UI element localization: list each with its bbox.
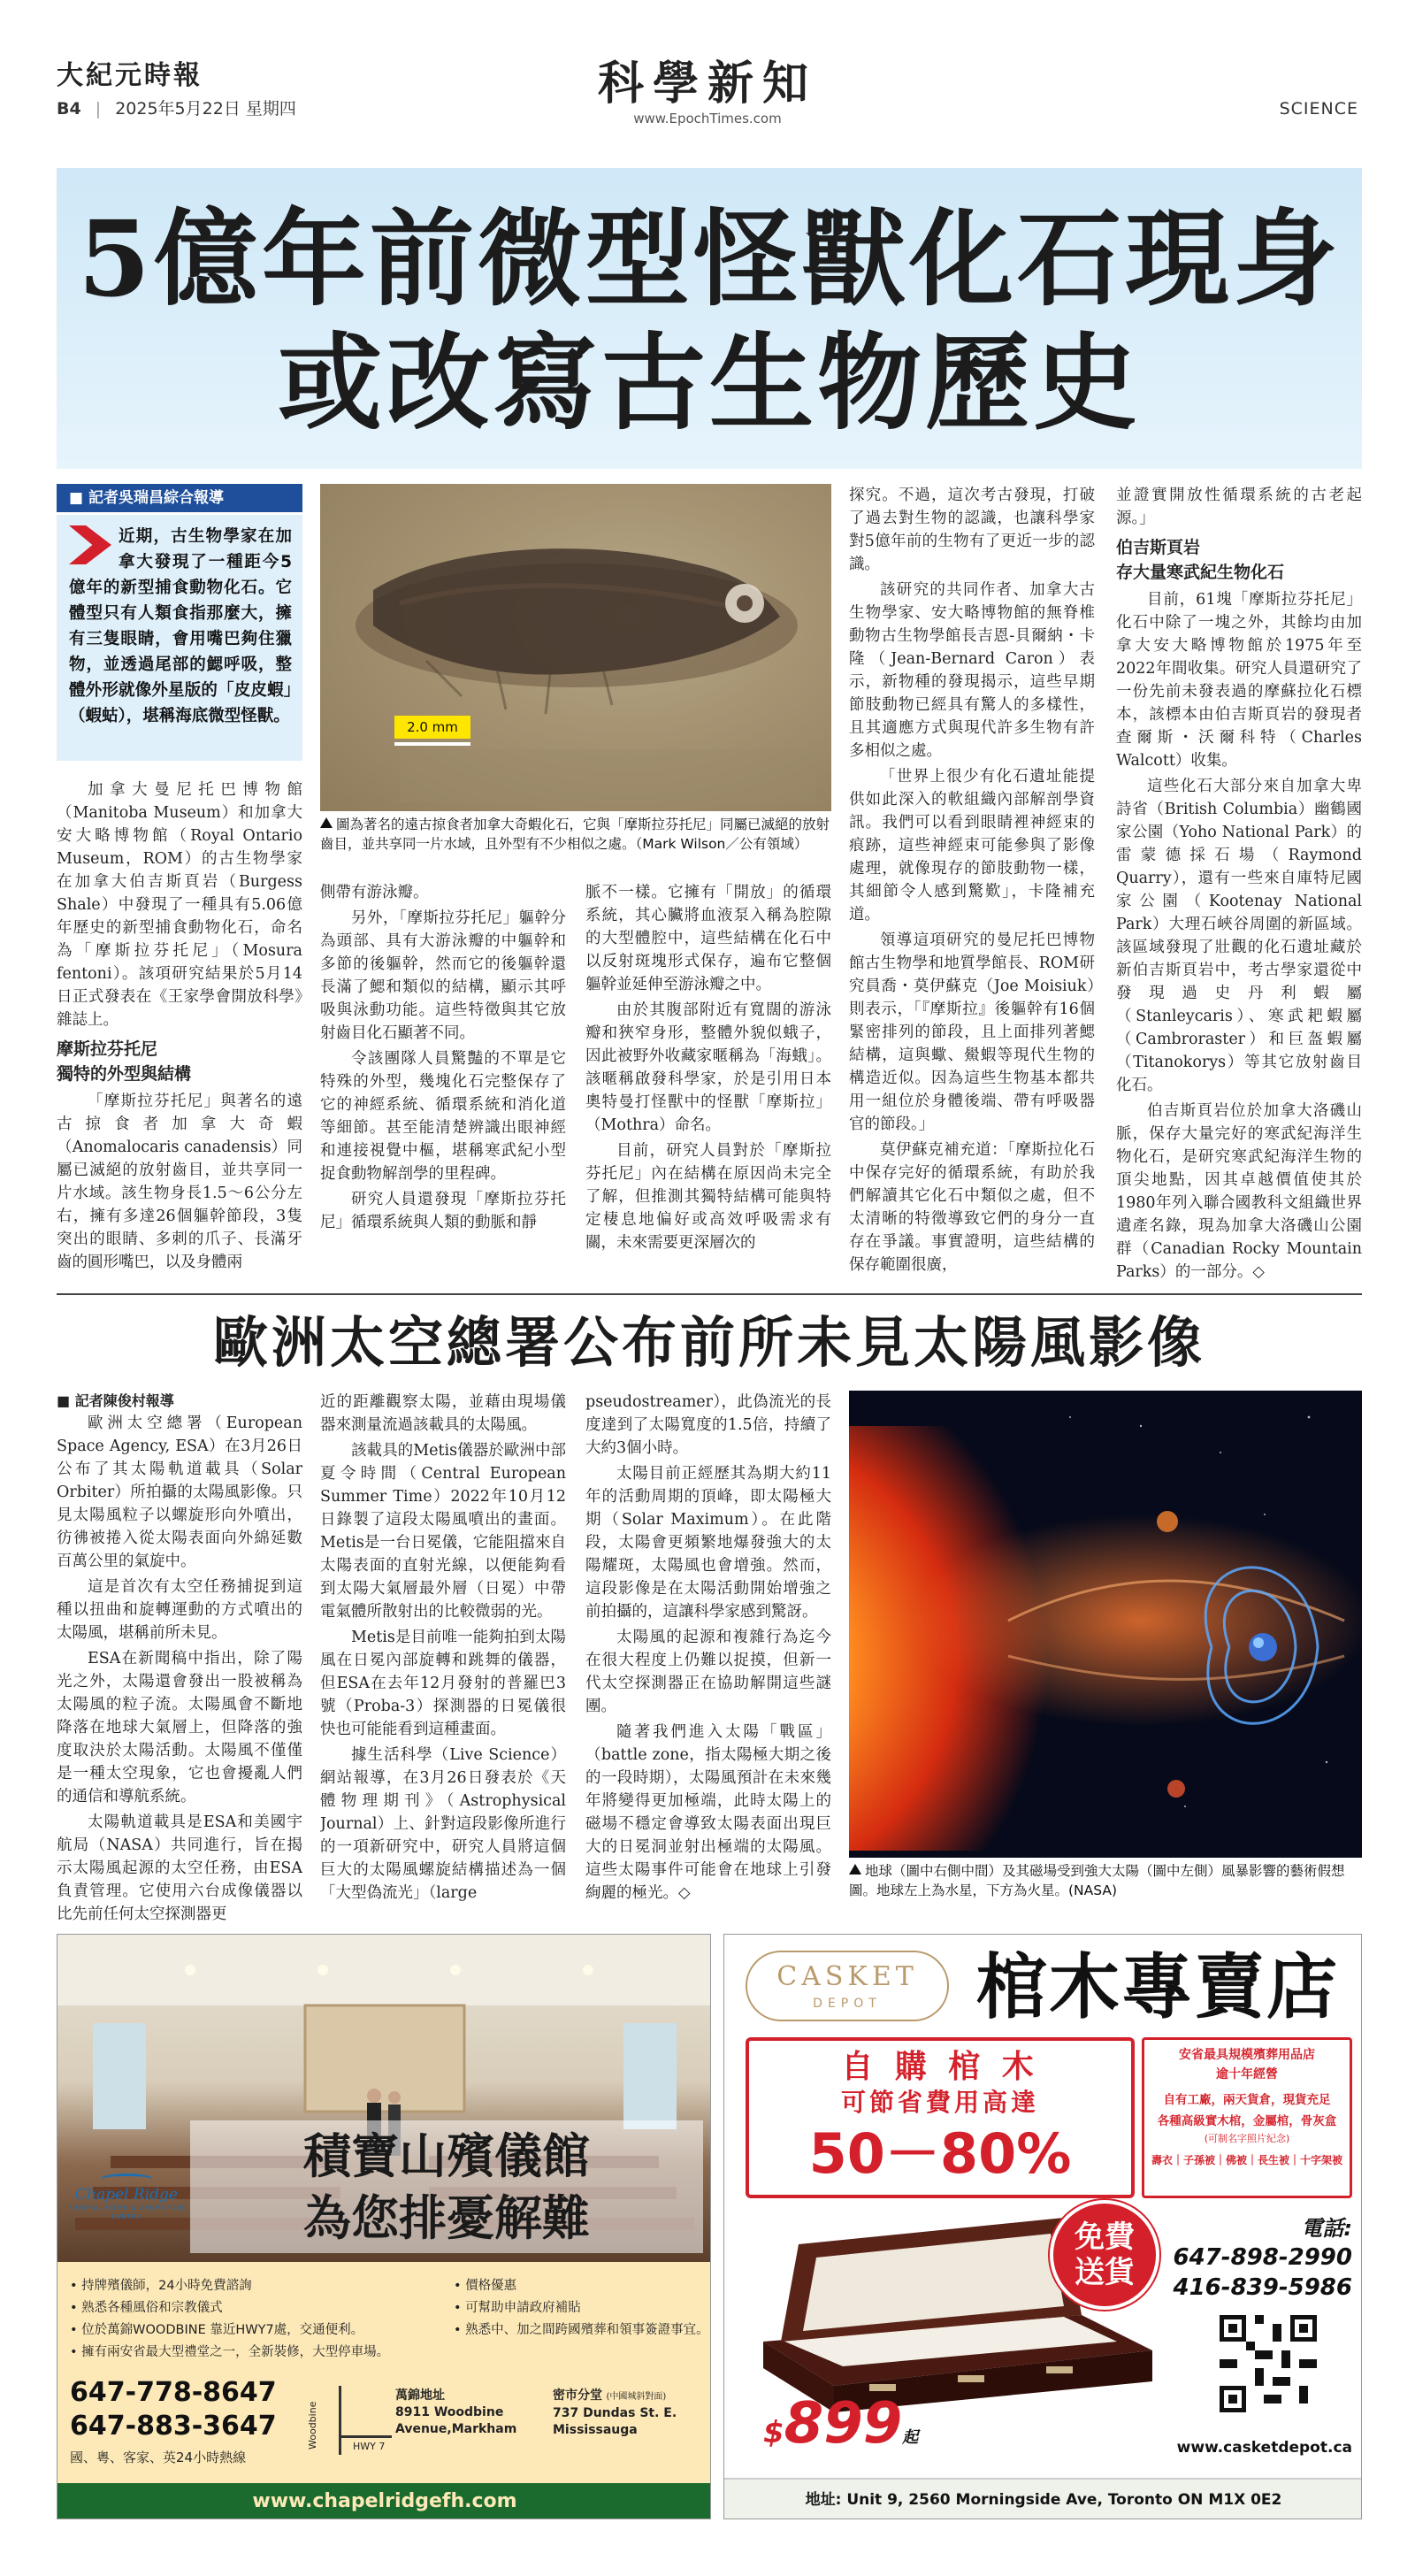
story1-lead-text: 近期，古生物學家在加拿大發現了一種距今5億年的新型捕食動物化石。它體型只有人類食指那麼大，擁有三隻眼睛，會用嘴巴夠住獵物，並透過尾部的鰓呼吸，整體外形就像外星版的「皮皮蝦」（蝦蛄），堪稱海底微型怪獸。 <box>69 527 292 725</box>
page-info: B4 | 2025年5月22日 星期四 <box>57 99 296 119</box>
story1-paragraph: 並證實開放性循環系統的古老起源。」 <box>1116 487 1362 527</box>
story2-byline: ■ 記者陳俊村報導 <box>57 1392 174 1409</box>
story1-subhead-2 <box>1116 535 1362 585</box>
story2-byline-text: 記者陳俊村報導 <box>74 1392 174 1409</box>
story1-paragraph: 領導這項研究的曼尼托巴博物館古生物學和地質學館長、ROM研究員喬・莫伊蘇克（Joe Moisiuk）則表示，「『摩斯拉』後軀幹有16個緊密排列的節段，且上面排列著鰓結構，這與蠍、鱟蝦等現代生物的構造近似。因為這些生物基本都共用一組位於身體後端、帶有呼吸器官的節段。」 <box>849 932 1095 1133</box>
ad1-phone-2[interactable]: 647-883-3647 <box>70 2411 277 2442</box>
story2-paragraph: 太陽目前正經歷其為期大約11年的活動周期的頂峰，即太陽極大期（Solar Maximum）。在此階段，太陽會更頻繁地爆發強大的太陽耀斑，太陽風也會增強。然而，這段影像是在太陽活動開始增強之前拍攝的，這讓科學家感到驚訝。 <box>585 1465 831 1621</box>
story1-paragraph: 令該團隊人員驚豔的不單是它特殊的外型，幾塊化石完整保存了它的神經系統、循環系統和消化道等細節。甚至能清楚辨識出眼神經和連接視覺中樞，堪稱寒武紀小型捉食動物解剖學的里程碑。 <box>320 1050 566 1183</box>
map-road-label: Woodbine <box>307 2401 318 2450</box>
section-label: SCIENCE <box>1279 99 1358 119</box>
solar-illustration <box>849 1391 1362 1858</box>
bullet-item: • 可幫助申請政府補貼 <box>454 2301 581 2315</box>
story2-column-2 <box>320 1391 566 1921</box>
price-symbol: $ <box>763 2415 784 2450</box>
solar-caption-text: 地球（圖中右側中間）及其磁場受到強大太陽（圖中左側）風暴影響的藝術假想圖。地球左上為水星，下方為火星。(NASA) <box>849 1863 1345 1898</box>
story1-headline-line2: 或改寫古生物歷史 <box>277 321 1141 444</box>
map-hwy-label: HWY 7 <box>353 2441 386 2452</box>
ad2-info-3: 自有工廠，兩天貨倉，現貨充足 <box>1163 2093 1331 2107</box>
story1-paragraph: 另外，「摩斯拉芬托尼」軀幹分為頭部、具有大游泳瓣的中軀幹和多節的後軀幹，然而它的後軀幹還長滿了鰓和類似的結構，顯示其呼吸與泳動功能。這些特徵與其它放射齒目化石顯著不同。 <box>320 909 566 1042</box>
story2-headline: 歐洲太空總署公布前所未見太陽風影像 <box>212 1310 1205 1375</box>
story2-paragraph: 太陽風的起源和複雜行為迄今在很大程度上仍難以捉摸，但新一代太空探測器正在協助解開這些謎團。 <box>585 1629 831 1715</box>
address-text: 8911 Woodbine Avenue,Markham <box>395 2405 517 2436</box>
story2-paragraph: 這是首次有太空任務捕捉到這種以扭曲和旋轉運動的方式噴出的太陽風，堪稱前所未見。 <box>57 1578 302 1642</box>
bullet-item: • 價格優惠 <box>454 2279 517 2293</box>
ad1-brand: Chapel Ridge <box>75 2186 178 2204</box>
ad1-bullets-left <box>70 2275 441 2364</box>
ad1-address-markham <box>395 2388 546 2438</box>
story1-column-3 <box>585 881 831 1284</box>
story1-paragraph: 伯吉斯頁岩位於加拿大洛磯山脈，保存大量完好的寒武紀海洋生物化石，是研究寒武紀海洋生物的頂尖地點，因其卓越價值使其於1980年列入聯合國教科文組織世界遺產名錄，現為加拿大洛磯山公園群（Canadian Rocky Mountain Parks）的一部分。◇ <box>1116 1102 1362 1281</box>
page-number: B4 <box>57 99 81 119</box>
issue-date: 2025年5月22日 星期四 <box>115 99 296 119</box>
qr-code[interactable] <box>1220 2315 1317 2412</box>
story1-paragraph: 目前，61塊「摩斯拉芬托尼」化石中除了一塊之外，其餘均由加拿大安大略博物館於1975年至2022年間收集。研究人員還研究了一份先前未發表過的摩蘇拉化石標本，該標本由伯吉斯頁岩的發現者查爾斯・沃爾科特（Charles Walcott）收集。 <box>1116 591 1362 770</box>
logo-swoosh-icon <box>100 2174 153 2186</box>
free-delivery-badge <box>1050 2200 1159 2310</box>
story1-column-5 <box>1116 484 1362 1284</box>
ad1-phone-1[interactable]: 647-778-8647 <box>70 2377 277 2408</box>
chapel-ridge-ad[interactable] <box>57 1934 711 2519</box>
ad2-title: 棺木專賣店 <box>976 1946 1339 2028</box>
bullet-item: • 持牌殯儀師，24小時免費諮詢 <box>70 2279 252 2293</box>
masthead <box>0 0 1415 133</box>
price-suffix: 起 <box>902 2428 919 2447</box>
scale-bar-label: 2.0 mm <box>394 716 470 739</box>
logo-top: CASKET <box>776 1961 918 1992</box>
fossil-caption <box>320 815 831 854</box>
story2-paragraph: 太陽軌道載具是ESA和美國宇航局（NASA）共同進行，旨在揭示太陽風起源的太空任務，由ESA負責管理。它使用六台成像儀器以比先前任何太空探測器更 <box>57 1813 302 1921</box>
ad1-title-line2: 為您排憂解難 <box>303 2190 590 2246</box>
fossil-photo <box>320 484 831 811</box>
address-note: (中國城斜對面) <box>606 2392 667 2402</box>
solar-wind-image <box>849 1391 1362 1858</box>
headline-banner <box>57 168 1362 469</box>
story1-byline: ■ 記者吳瑞昌綜合報導 <box>57 484 302 512</box>
logo-bottom: DEPOT <box>813 1997 882 2011</box>
ad2-price <box>763 2393 918 2455</box>
bullet-item: • 熟悉中、加之間跨國殯葬和領事簽證事宜。 <box>454 2323 709 2337</box>
fossil-illustration <box>320 484 831 811</box>
ad2-slogan-2: 可節省費用高達 <box>840 2088 1039 2117</box>
chapel-ridge-logo <box>65 2174 188 2221</box>
ad2-info-5: (可制名字照片紀念) <box>1204 2133 1290 2144</box>
story1-paragraph: 由於其腹部附近有寬闊的游泳瓣和狹窄身形，整體外貌似蛾子，因此被野外收藏家暱稱為「海蛾」。該暱稱啟發科學家，於是引用日本奧特曼打怪獸中的怪獸「摩斯拉」（Mothra）命名。 <box>585 1001 831 1134</box>
story1-paragraph: 「摩斯拉芬托尼」與著名的遠古掠食者加拿大奇蝦（Anomalocaris canadensis）同屬已滅絕的放射齒目，並共享同一片水域。該生物身長1.5～6公分左右，擁有多達26個軀幹節段，3隻突出的眼睛、多刺的爪子、長滿牙齒的圓形嘴巴，以及身體兩 <box>57 1092 302 1271</box>
address-title: 密市分堂 <box>553 2388 602 2403</box>
story2-paragraph: 該載具的Metis儀器於歐洲中部夏令時間（Central European Summer Time）2022年10月12日錄製了這段太陽風噴出的畫面。Metis是一台日冕儀，它能阻擋來自太陽表面的直射光線，以便能夠看到太陽大氣層最外層（日冕）中帶電氣體所散射出的比較微弱的光。 <box>320 1442 566 1621</box>
ad2-info-1: 安省最具規模殯葬用品店 <box>1179 2048 1315 2062</box>
ad2-address-bar <box>724 2478 1362 2519</box>
story1-paragraph: 莫伊蘇克補充道：「摩斯拉化石中保存完好的循環系統，有助於我們解讀其它化石中類似之處，但不太清晰的特徵導致它們的身分一直存在爭議。事實證明，這些結構的保存範圍很廣， <box>849 1141 1095 1274</box>
subhead-line: 存大量寒武紀生物化石 <box>1116 563 1285 582</box>
ad2-info-2: 逾十年經營 <box>1216 2067 1278 2082</box>
ad1-map <box>303 2386 392 2455</box>
free-delivery-line1: 免費 <box>1075 2220 1135 2255</box>
subhead-line: 摩斯拉芬托尼 <box>57 1039 158 1059</box>
caption-triangle-icon <box>849 1864 861 1874</box>
casket-depot-logo <box>746 1951 949 2021</box>
story2-paragraph: 近的距離觀察太陽，並藉由現場儀器來測量流過該載具的太陽風。 <box>320 1393 566 1434</box>
ad2-info-box <box>1142 2037 1352 2198</box>
bullet-item: • 位於萬錦WOODBINE 靠近HWY7處，交通便利。 <box>70 2323 364 2337</box>
ad2-phones <box>1166 2214 1352 2303</box>
scale-bar <box>394 742 470 746</box>
section-title: 科學新知 <box>597 57 817 111</box>
casket-depot-ad[interactable] <box>723 1934 1362 2519</box>
ad2-discount: 50－80% <box>808 2121 1072 2186</box>
bullet-item: • 熟悉各種風俗和宗教儀式 <box>70 2301 223 2315</box>
ad1-website-bar[interactable] <box>57 2483 711 2519</box>
newspaper-logo: 大紀元時報 <box>57 60 203 91</box>
story2-paragraph: 隨著我們進入太陽「戰區」（battle zone，指太陽極大期之後的一段時期），太陽風預計在未來幾年將變得更加極端，此時太陽上的磁場不穩定會導致太陽表面出現巨大的日冕洞並射出極端的太陽風。這些太陽事件可能會在地球上引發絢麗的極光。◇ <box>585 1723 831 1902</box>
divider <box>57 1293 1362 1295</box>
ad1-title-line1: 積寶山殯儀館 <box>303 2128 590 2184</box>
story2-paragraph: 據生活科學（Live Science）網站報導，在3月26日發表於《天體物理期刊》（Astrophysical Journal）上、針對這段影像所進行的一項新研究中，研究人員將這個巨大的太陽風螺旋結構描述為一個「大型偽流光」（large <box>320 1746 566 1902</box>
story2-column-3 <box>585 1391 831 1921</box>
site-url[interactable]: www.EpochTimes.com <box>633 111 782 126</box>
story1-paragraph: 「世界上很少有化石遺址能提供如此深入的軟組織內部解剖學資訊。我們可以看到眼睛裡神經束的痕跡，這些神經束可能參與了影像處理，就像現存的節肢動物一樣，其細節令人感到驚歎」，卡隆補充道。 <box>849 768 1095 924</box>
story1-column-4 <box>849 484 1095 1284</box>
subhead-line: 伯吉斯頁岩 <box>1116 538 1201 557</box>
map-road-vertical <box>339 2386 341 2455</box>
ad1-address-mississauga <box>553 2388 708 2439</box>
story2-column-1 <box>57 1391 302 1921</box>
ad2-slogan-1: 自 購 棺 木 <box>841 2049 1039 2085</box>
ad2-website[interactable]: www.casketdepot.ca <box>1176 2439 1352 2457</box>
story1-byline-text: 記者吳瑞昌綜合報導 <box>88 489 224 507</box>
ad2-info-4: 各種高級實木棺，金屬棺，骨灰盒 <box>1157 2114 1337 2128</box>
ad1-brand-sub: FUNERAL HOME & CREMATION CENTRE <box>68 2204 185 2220</box>
ad1-website[interactable]: www.chapelridgefh.com <box>252 2490 517 2512</box>
ad1-title-panel <box>190 2120 703 2253</box>
bullet-item: • 擁有兩安省最大型禮堂之一，全新裝修，大型停車場。 <box>70 2345 390 2359</box>
ad1-bullets-right <box>454 2275 710 2342</box>
story1-paragraph: 加拿大曼尼托巴博物館（Manitoba Museum）和加拿大安大略博物館（Royal Ontario Museum，ROM）的古生物學家在加拿大伯吉斯頁岩（Burgess Shale）中發現了一種具有5.06億年歷史的新型捕食動物化石，命名為「摩斯拉芬托尼」（Mosura fentoni）。該項研究結果於5月14日正式發表在《王家學會開放科學》雜誌上。 <box>57 781 302 1029</box>
free-delivery-line2: 送貨 <box>1075 2255 1135 2290</box>
ad2-phone-1[interactable]: 647-898-2990 <box>1173 2244 1352 2271</box>
ad2-info-6: 壽衣｜子孫被｜佛被｜長生被｜十字架被 <box>1151 2154 1342 2166</box>
ad1-languages: 國、粵、客家、英24小時熱線 <box>70 2450 247 2465</box>
story1-paragraph: 探究。不過，這次考古發現，打破了過去對生物的認識，也讓科學家對5億年前的生物有了更近一步的認識。 <box>849 487 1095 573</box>
story1-paragraph: 這些化石大部分來自加拿大卑詩省（British Columbia）幽鶴國家公園（Yoho National Park）的雷蒙德採石場（Raymond Quarry），還有一些來自庫特尼國家公園（Kootenay National Park）大理石峽谷周圍的新區域。該區域發現了壯觀的化石遺址藏於新伯吉斯頁岩中，考古學家還從中發現過史丹利蝦屬（Stanleycaris）、寒武耙蝦屬（Cambroraster）和巨盔蝦屬（Titanokorys）等其它放射齒目化石。 <box>1116 778 1362 1094</box>
ad2-address: 地址: Unit 9, 2560 Morningside Ave, Toronto ON M1X 0E2 <box>805 2491 1282 2509</box>
price-value: 899 <box>784 2391 903 2457</box>
address-text: 737 Dundas St. E. Mississauga <box>553 2406 677 2437</box>
story1-paragraph: 研究人員還發現「摩斯拉芬托尼」循環系統與人類的動脈和靜 <box>320 1191 566 1231</box>
fossil-caption-text: 圖為著名的遠古掠食者加拿大奇蝦化石，它與「摩斯拉芬托尼」同屬已滅絕的放射齒目，並共享同一片水域，且外型有不少相似之處。（Mark Wilson／公有領域） <box>320 816 830 852</box>
story1-column-1 <box>57 778 302 1284</box>
story1-lead <box>57 515 302 761</box>
qr-code-icon <box>1220 2315 1317 2412</box>
story1-column-2 <box>320 881 566 1284</box>
story2-paragraph: 歐洲太空總署（European Space Agency, ESA）在3月26日公布了其太陽軌道載具（Solar Orbiter）所拍攝的太陽風影像。只見太陽風粒子以螺旋形向外噴出，彷彿被捲入從太陽表面向外綿延數百萬公里的氣旋中。 <box>57 1414 302 1570</box>
map-road-horizontal <box>339 2435 392 2438</box>
caption-triangle-icon <box>320 817 333 828</box>
story2-paragraph: Metis是目前唯一能夠拍到太陽風在日冕內部旋轉和跳舞的儀器，但ESA在去年12月發射的普羅巴3號（Proba-3）探測器的日冕儀很快也可能能看到這種畫面。 <box>320 1629 566 1738</box>
story2-paragraph: pseudostreamer），此偽流光的長度達到了太陽寬度的1.5倍，持續了大約3個小時。 <box>585 1393 831 1457</box>
ad2-phone-2[interactable]: 416-839-5986 <box>1173 2274 1352 2301</box>
story1-paragraph: 目前，研究人員對於「摩斯拉芬托尼」內在結構在原因尚未完全了解，但推測其獨特結構可能與特定棲息地偏好或高效呼吸需求有關，未來需要更深層次的 <box>585 1142 831 1252</box>
subhead-line: 獨特的外型與結構 <box>57 1064 192 1084</box>
story1-paragraph: 側帶有游泳瓣。 <box>320 884 429 901</box>
ad2-phone-label: 電話: <box>1301 2216 1352 2241</box>
story2-paragraph: ESA在新聞稿中指出，除了陽光之外，太陽還會發出一股被稱為太陽風的粒子流。太陽風會不斷地降落在地球大氣層上，但降落的強度取決於太陽活動。太陽風不僅僅是一種太空現象，它也會擾亂人們的通信和導航系統。 <box>57 1650 302 1806</box>
story1-headline-line1: 5億年前微型怪獸化石現身 <box>77 197 1342 320</box>
address-title: 萬錦地址 <box>395 2388 445 2403</box>
ad2-promo-box <box>746 2037 1135 2198</box>
story1-subhead-1 <box>57 1037 302 1086</box>
solar-caption <box>849 1861 1362 1900</box>
story1-paragraph: 該研究的共同作者、加拿大古生物學家、安大略博物館的無脊椎動物古生物學館長吉恩-貝爾納・卡隆（Jean-Bernard Caron）表示，新物種的發現揭示，這些早期節肢動物已經具有驚人的多樣性，且其適應方式與現代許多生物有許多相似之處。 <box>849 581 1095 760</box>
story1-paragraph: 脈不一樣。它擁有「開放」的循環系統，其心臟將血液泵入稱為腔隙的大型體腔中，這些結構在化石中以反射斑塊形式保存，遍布它整個軀幹並延伸至游泳瓣之中。 <box>585 884 831 993</box>
